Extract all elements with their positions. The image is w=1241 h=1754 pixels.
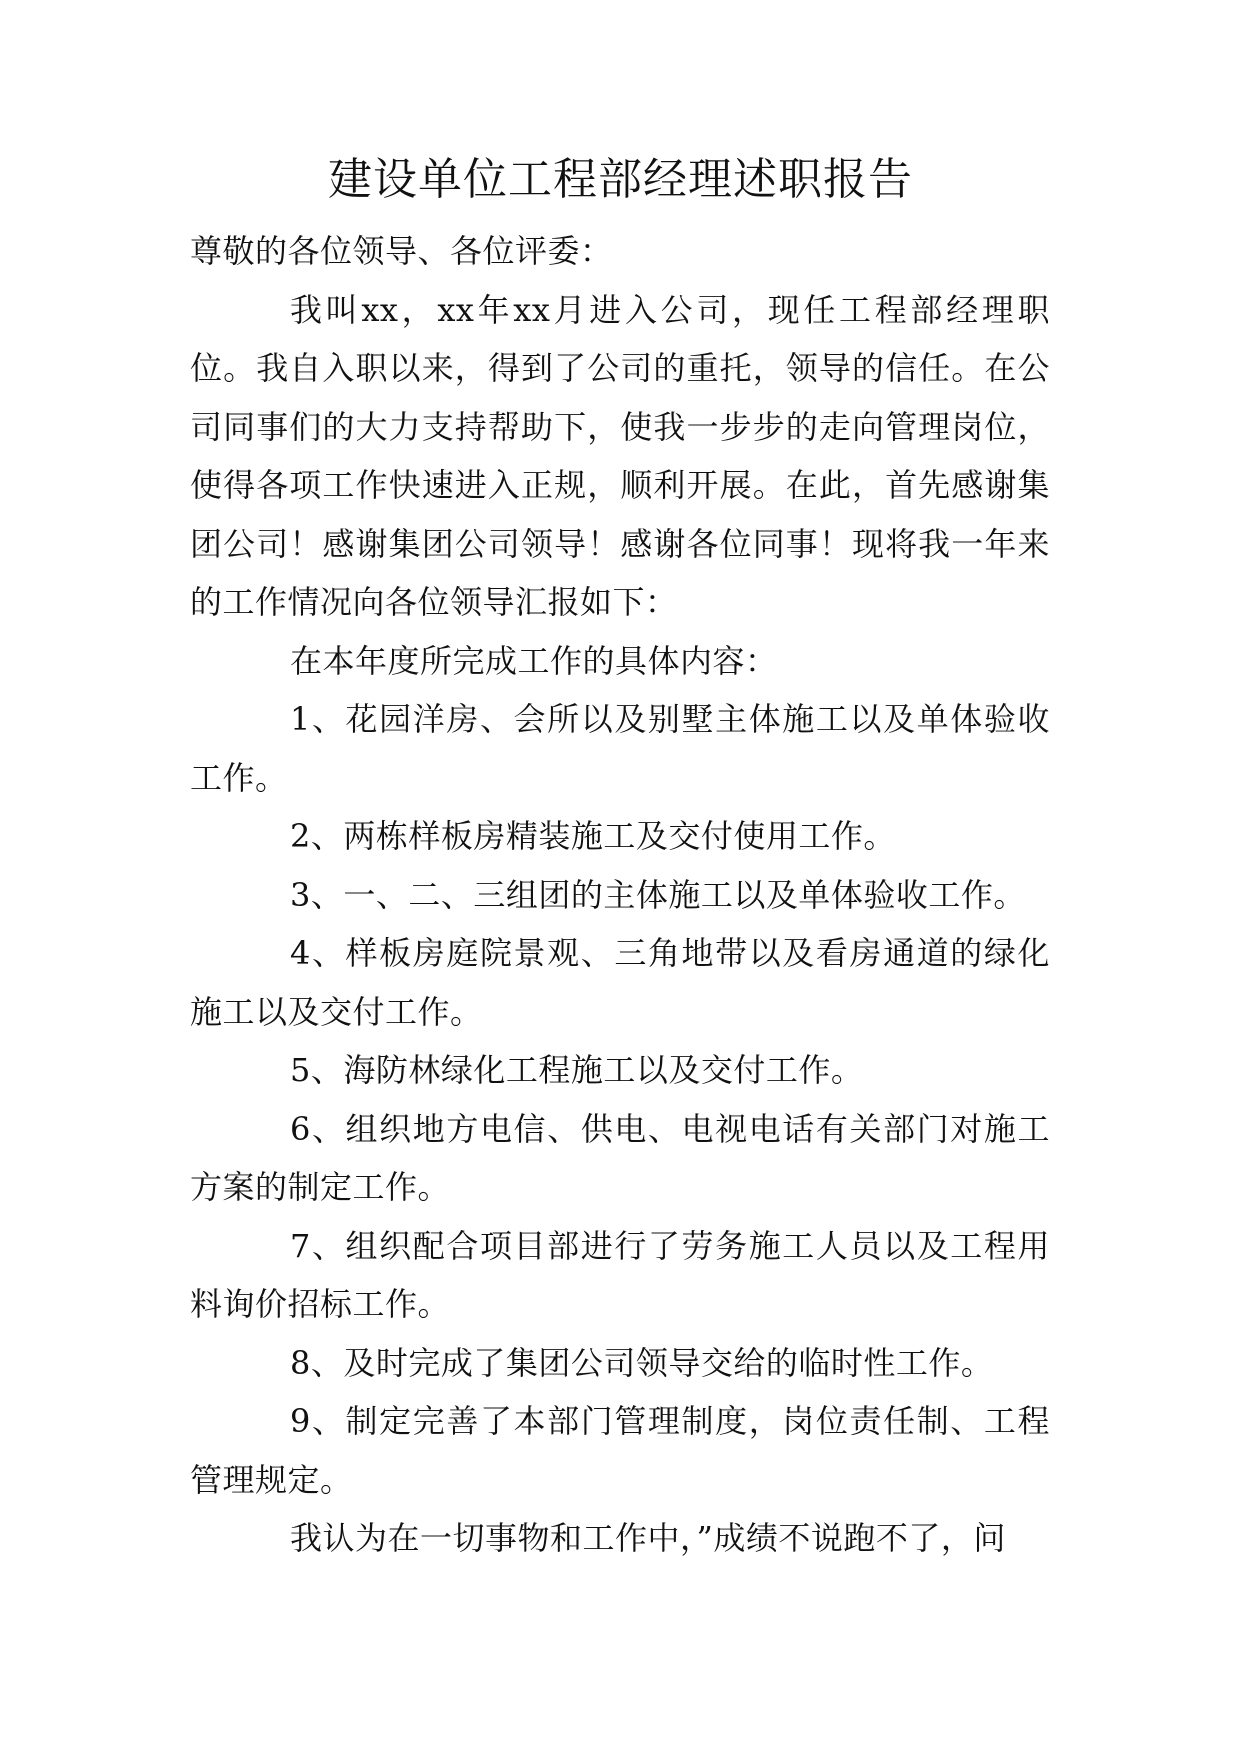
list-item-8: 8、及时完成了集团公司领导交给的临时性工作。 bbox=[290, 1343, 994, 1382]
list-item-2: 2、两栋样板房精装施工及交付使用工作。 bbox=[290, 817, 896, 855]
closing-paragraph: 我认为在一切事物和工作中，”成绩不说跑不了，问 bbox=[290, 1519, 1006, 1557]
document-body bbox=[190, 222, 1050, 1568]
list-item-6: 6、组织地方电信、供电、电视电话有关部门对施工方案的制定工作。 bbox=[190, 1109, 1050, 1206]
list-item-5: 5、海防林绿化工程施工以及交付工作。 bbox=[290, 1051, 864, 1089]
intro-paragraph: 我叫xx，xx年xx月进入公司，现任工程部经理职位。我自入职以来，得到了公司的重托，领导的信任。在公司同事们的大力支持帮助下，使我一步步的走向管理岗位，使得各项工作快速进入正规，顺利开展。在此，首先感谢集团公司！感谢集团公司领导！感谢各位同事！现将我一年来的工作情况向各位领导汇报如下： bbox=[190, 290, 1050, 621]
list-item-1: 1、花园洋房、会所以及别墅主体施工以及单体验收工作。 bbox=[190, 700, 1050, 797]
document-title: 建设单位工程部经理述职报告 bbox=[328, 154, 913, 205]
list-item-9: 9、制定完善了本部门管理制度，岗位责任制、工程管理规定。 bbox=[190, 1402, 1050, 1499]
list-item-3: 3、一、二、三组团的主体施工以及单体验收工作。 bbox=[290, 875, 1026, 914]
section-heading: 在本年度所完成工作的具体内容： bbox=[290, 641, 778, 680]
list-item-7: 7、组织配合项目部进行了劳务施工人员以及工程用料询价招标工作。 bbox=[190, 1226, 1050, 1323]
greeting: 尊敬的各位领导、各位评委： bbox=[190, 232, 613, 270]
list-item-4: 4、样板房庭院景观、三角地带以及看房通道的绿化施工以及交付工作。 bbox=[190, 934, 1050, 1031]
